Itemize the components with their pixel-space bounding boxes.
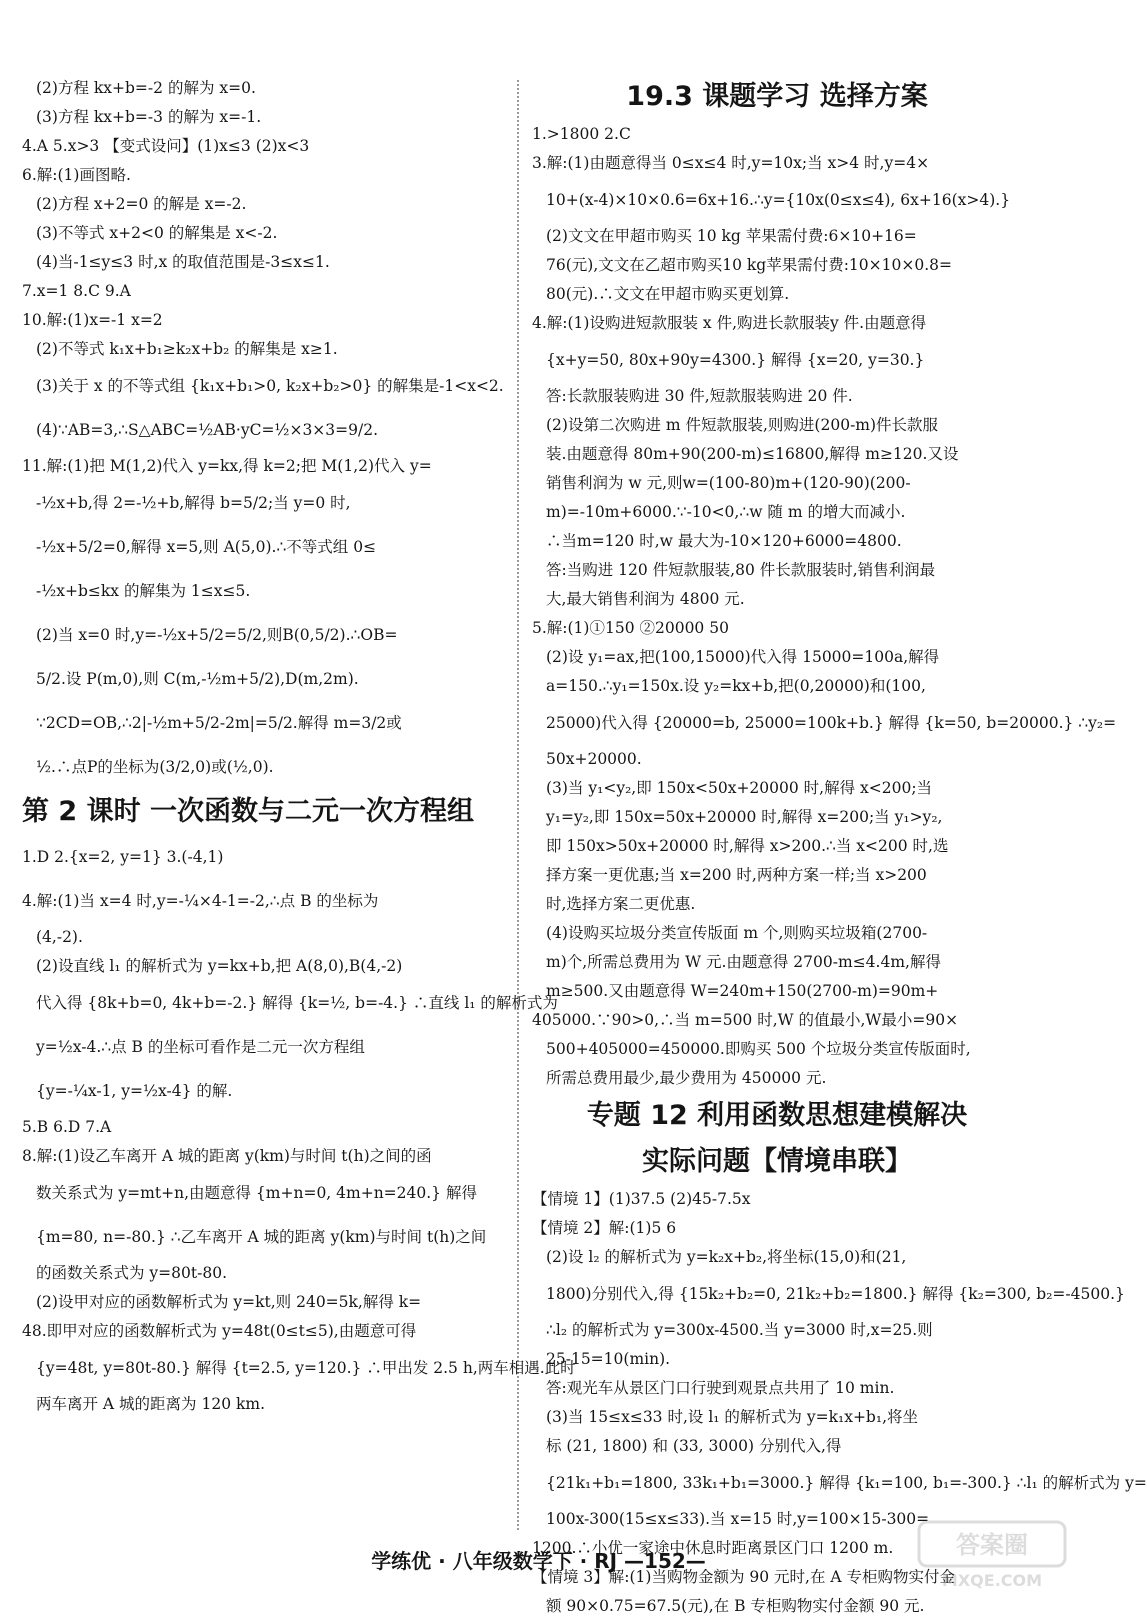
answer-line: 6.解:(1)画图略. [22, 166, 131, 184]
answer-line: (3)不等式 x+2<0 的解集是 x<-2. [36, 224, 278, 242]
answer-line: ∵2CD=OB,∴2|-½m+5/2-2m|=5/2.解得 m=3/2或 [36, 714, 402, 732]
answer-line: (2)不等式 k₁x+b₁≥k₂x+b₂ 的解集是 x≥1. [36, 340, 338, 358]
answer-line: -½x+b≤kx 的解集为 1≤x≤5. [36, 582, 251, 600]
answer-line: (2)文文在甲超市购买 10 kg 苹果需付费:6×10+16= [546, 227, 917, 245]
answer-line: m≥500.又由题意得 W=240m+150(2700-m)=90m+ [546, 982, 939, 1000]
answer-line: m)个,所需总费用为 W 元.由题意得 2700-m≤4.4m,解得 [546, 953, 941, 971]
answer-line: 1200.∴小优一家途中休息时距离景区门口 1200 m. [532, 1539, 894, 1557]
answer-line: 76(元),文文在乙超市购买10 kg苹果需付费:10×10×0.8= [546, 256, 952, 274]
section-heading-19-3: 19.3 课题学习 选择方案 [626, 81, 928, 112]
answer-line: 4.A 5.x>3 【变式设问】(1)x≤3 (2)x<3 [22, 137, 310, 155]
answer-line: (2)方程 x+2=0 的解是 x=-2. [36, 195, 247, 213]
answer-line: 【情境 3】解:(1)当购物金额为 90 元时,在 A 专柜购物实付金 [532, 1568, 956, 1586]
answer-line: (2)设甲对应的函数解析式为 y=kt,则 240=5k,解得 k= [36, 1293, 422, 1311]
answer-line: 的函数关系式为 y=80t-80. [36, 1264, 228, 1282]
watermark-logo [917, 1520, 1067, 1592]
answer-line: 1800)分别代入,得 {15k₂+b₂=0, 21k₂+b₂=1800.} 解得 {k₂=300, b₂=-4500.} [546, 1285, 1125, 1303]
answer-line: (2)设第二次购进 m 件短款服装,则购进(200-m)件长款服 [546, 416, 939, 434]
right-answers-a [532, 120, 1117, 1093]
left-column [22, 74, 576, 1419]
answer-line: 5.B 6.D 7.A [22, 1118, 112, 1136]
answer-line: 额 90×0.75=67.5(元),在 B 专柜购物实付金额 90 元. [546, 1597, 925, 1615]
answer-line: 5.解:(1)①150 ②20000 50 [532, 619, 729, 637]
answer-line: 4.解:(1)当 x=4 时,y=-¼×4-1=-2,∴点 B 的坐标为 [22, 892, 379, 910]
answer-line: 100x-300(15≤x≤33).当 x=15 时,y=100×15-300= [546, 1510, 930, 1528]
answer-line: (4)∵AB=3,∴S△ABC=½AB·yC=½×3×3=9/2. [36, 421, 379, 439]
answer-line: a=150.∴y₁=150x.设 y₂=kx+b,把(0,20000)和(100, [546, 677, 926, 695]
answer-line: 【情境 1】(1)37.5 (2)45-7.5x [532, 1190, 751, 1208]
answer-line: {21k₁+b₁=1800, 33k₁+b₁=3000.} 解得 {k₁=100, b₁=-300.} ∴l₁ 的解析式为 y= [546, 1474, 1147, 1492]
answer-line: 代入得 {8k+b=0, 4k+b=-2.} 解得 {k=½, b=-4.} ∴直线 l₁ 的解析式为 [36, 994, 558, 1012]
answer-line: (4)设购买垃圾分类宣传版面 m 个,则购买垃圾箱(2700- [546, 924, 928, 942]
answer-line: (2)当 x=0 时,y=-½x+5/2=5/2,则B(0,5/2).∴OB= [36, 626, 398, 644]
answer-line: 两车离开 A 城的距离为 120 km. [36, 1395, 266, 1413]
answer-line: 销售利润为 w 元,则w=(100-80)m+(120-90)(200- [546, 474, 911, 492]
answer-line: 25-15=10(min). [546, 1350, 671, 1368]
answer-line: 48.即甲对应的函数解析式为 y=48t(0≤t≤5),由题意可得 [22, 1322, 417, 1340]
section-heading-topic-12: 专题 12 利用函数思想建模解决 [586, 1100, 968, 1131]
answer-line: 时,选择方案二更优惠. [546, 895, 696, 913]
answer-line: 标 (21, 1800) 和 (33, 3000) 分别代入,得 [546, 1437, 842, 1455]
answer-line: 1.>1800 2.C [532, 125, 631, 143]
section-subheading-topic-12: 实际问题【情境串联】 [642, 1146, 912, 1177]
left-answers-b [22, 835, 576, 1419]
answer-line: 即 150x>50x+20000 时,解得 x>200.∴当 x<200 时,选 [546, 837, 949, 855]
answer-line: 10.解:(1)x=-1 x=2 [22, 311, 163, 329]
answer-line: 数关系式为 y=mt+n,由题意得 {m+n=0, 4m+n=240.} 解得 [36, 1184, 477, 1202]
answer-line: ∴l₂ 的解析式为 y=300x-4500.当 y=3000 时,x=25.则 [546, 1321, 933, 1339]
answer-line: 10+(x-4)×10×0.6=6x+16.∴y={10x(0≤x≤4), 6x+16(x>4).} [546, 191, 1011, 209]
answer-line: 装.由题意得 80m+90(200-m)≤16800,解得 m≥120.又设 [546, 445, 959, 463]
answer-line: (4,-2). [36, 928, 83, 946]
left-answers-a [22, 74, 504, 789]
answer-line: 11.解:(1)把 M(1,2)代入 y=kx,得 k=2;把 M(1,2)代入 y= [22, 457, 432, 475]
answer-line: 405000.∵90>0,∴当 m=500 时,W 的值最小,W最小=90× [532, 1011, 959, 1029]
answer-line: 8.解:(1)设乙车离开 A 城的距离 y(km)与时间 t(h)之间的函 [22, 1147, 432, 1165]
answer-line: y₁=y₂,即 150x=50x+20000 时,解得 x=200;当 y₁>y₂, [546, 808, 943, 826]
right-column [532, 74, 1147, 1621]
answer-line: {y=48t, y=80t-80.} 解得 {t=2.5, y=120.} ∴甲出发 2.5 h,两车相遇.此时 [36, 1359, 576, 1377]
column-divider [517, 80, 519, 1530]
answer-line: {m=80, n=-80.} ∴乙车离开 A 城的距离 y(km)与时间 t(h)之间 [36, 1228, 487, 1246]
answer-line: m)=-10m+6000.∵-10<0,∴w 随 m 的增大而减小. [546, 503, 906, 521]
answer-line: (3)当 15≤x≤33 时,设 l₁ 的解析式为 y=k₁x+b₁,将坐 [546, 1408, 918, 1426]
answer-line: 答:长款服装购进 30 件,短款服装购进 20 件. [546, 387, 853, 405]
answer-line: 80(元).∴文文在甲超市购买更划算. [546, 285, 790, 303]
answer-line: 答:当购进 120 件短款服装,80 件长款服装时,销售利润最 [546, 561, 936, 579]
answer-line: -½x+b,得 2=-½+b,解得 b=5/2;当 y=0 时, [36, 494, 351, 512]
answer-line: (4)当-1≤y≤3 时,x 的取值范围是-3≤x≤1. [36, 253, 330, 271]
answer-line: (2)设 y₁=ax,把(100,15000)代入得 15000=100a,解得 [546, 648, 940, 666]
answer-line: -½x+5/2=0,解得 x=5,则 A(5,0).∴不等式组 0≤ [36, 538, 377, 556]
answer-line: 所需总费用最少,最少费用为 450000 元. [546, 1069, 827, 1087]
section-heading-lesson-2: 第 2 课时 一次函数与二元一次方程组 [22, 796, 474, 827]
answer-line: 3.解:(1)由题意得当 0≤x≤4 时,y=10x;当 x>4 时,y=4× [532, 154, 930, 172]
answer-line: 25000)代入得 {20000=b, 25000=100k+b.} 解得 {k=50, b=20000.} ∴y₂= [546, 714, 1117, 732]
svg-text:答案圈: 答案圈 [956, 1531, 1028, 1559]
answer-line: (3)关于 x 的不等式组 {k₁x+b₁>0, k₂x+b₂>0} 的解集是-1<x<2. [36, 377, 504, 395]
answer-line: 大,最大销售利润为 4800 元. [546, 590, 745, 608]
answer-line: (2)方程 kx+b=-2 的解为 x=0. [36, 79, 256, 97]
answer-line: 4.解:(1)设购进短款服装 x 件,购进长款服装y 件.由题意得 [532, 314, 927, 332]
answer-line: y=½x-4.∴点 B 的坐标可看作是二元一次方程组 [36, 1038, 365, 1056]
answer-line: 500+405000=450000.即购买 500 个垃圾分类宣传版面时, [546, 1040, 971, 1058]
answer-line: (2)设直线 l₁ 的解析式为 y=kx+b,把 A(8,0),B(4,-2) [36, 957, 403, 975]
answer-line: 50x+20000. [546, 750, 642, 768]
answer-line: ½.∴点P的坐标为(3/2,0)或(½,0). [36, 758, 274, 776]
answer-line: (3)当 y₁<y₂,即 150x<50x+20000 时,解得 x<200;当 [546, 779, 933, 797]
answer-line: 1.D 2.{x=2, y=1} 3.(-4,1) [22, 848, 224, 866]
answer-line: 答:观光车从景区门口行驶到观景点共用了 10 min. [546, 1379, 895, 1397]
answer-line: 【情境 2】解:(1)5 6 [532, 1219, 677, 1237]
svg-text:MXQE.COM: MXQE.COM [941, 1571, 1043, 1590]
answer-line: 7.x=1 8.C 9.A [22, 282, 131, 300]
answer-line: {x+y=50, 80x+90y=4300.} 解得 {x=20, y=30.} [546, 351, 925, 369]
page-footer: 学练优 · 八年级数学下 · RJ —152— [371, 1549, 706, 1573]
answer-line: 择方案一更优惠;当 x=200 时,两种方案一样;当 x>200 [546, 866, 927, 884]
answer-line: (2)设 l₂ 的解析式为 y=k₂x+b₂,将坐标(15,0)和(21, [546, 1248, 907, 1266]
answer-line: 5/2.设 P(m,0),则 C(m,-½m+5/2),D(m,2m). [36, 670, 359, 688]
answer-line: {y=-¼x-1, y=½x-4} 的解. [36, 1082, 233, 1100]
answer-line: ∴当m=120 时,w 最大为-10×120+6000=4800. [546, 532, 902, 550]
answer-line: (3)方程 kx+b=-3 的解为 x=-1. [36, 108, 262, 126]
